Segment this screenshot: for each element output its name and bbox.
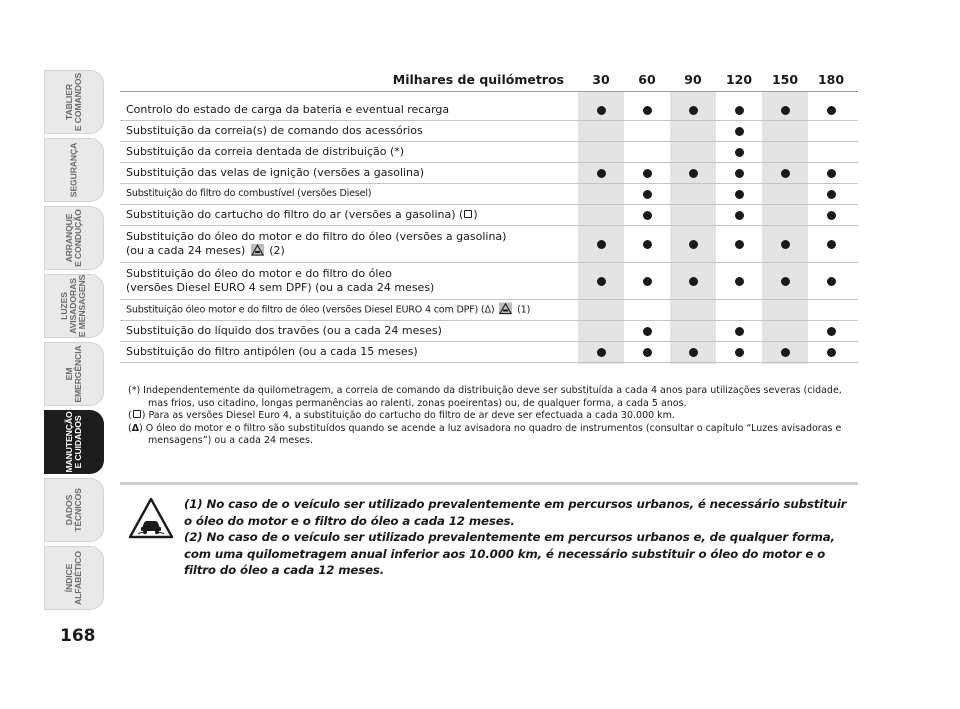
schedule-dot-60k <box>643 240 652 249</box>
table-row <box>120 263 858 300</box>
tab-indice-alfabetico[interactable] <box>44 546 104 610</box>
schedule-dot-30k <box>597 277 606 286</box>
row-label: Substituição do filtro antipólen (ou a cada 15 meses) <box>126 345 418 358</box>
row-label: (1) <box>517 304 531 316</box>
schedule-dot-30k <box>597 106 606 115</box>
row-label: Substituição do óleo do motor e do filtro do óleo (versões a gasolina) <box>126 230 507 243</box>
footnote-distribution-belt: (*) Independentemente da quilometragem, a correia de comando da distribuição deve ser substituída a cada 4 anos para utilizações severas (cidade, mas frios, uso citadino, longas permanências ao ralenti, zonas poeirentas) ou, de qualquer forma, a cada 5 anos. <box>128 385 842 409</box>
schedule-dot-180k <box>827 211 836 220</box>
km-column-header: 150 <box>771 72 799 87</box>
tab-label-line: EMERGÊNCIA <box>73 345 83 403</box>
schedule-dot-30k <box>597 169 606 178</box>
schedule-dot-90k <box>689 277 698 286</box>
schedule-dot-120k <box>735 348 744 357</box>
row-label: Substituição óleo motor e do filtro de óleo (versões Diesel EURO 4 com DPF) ( <box>126 304 485 316</box>
row-label: (ou a cada 24 meses) <box>126 244 246 257</box>
km-column-header: 60 <box>638 72 656 87</box>
footnote-oil-change: (Δ) O óleo do motor e o filtro são substituídos quando se acende a luz avisadora no quadro de instrumentos (consultar o capítulo “Luzes avisadoras e mensagens”) ou a cada 24 meses. <box>128 422 842 447</box>
tab-label-line: E CONDUÇÃO <box>73 209 83 267</box>
schedule-dot-180k <box>827 169 836 178</box>
table-row <box>120 121 858 142</box>
schedule-dot-120k <box>735 240 744 249</box>
schedule-dot-120k <box>735 169 744 178</box>
schedule-dot-60k <box>643 169 652 178</box>
row-label: Substituição da correia(s) de comando dos acessórios <box>126 124 423 137</box>
warning-triangle-icon <box>499 303 512 315</box>
schedule-dot-150k <box>781 240 790 249</box>
schedule-dot-150k <box>781 348 790 357</box>
table-row <box>120 205 858 226</box>
footnote-air-filter: ( ) Para as versões Diesel Euro 4, a substituição do cartucho do filtro de ar deve ser efectuada a cada 30.000 km. <box>128 410 675 422</box>
schedule-dot-150k <box>781 277 790 286</box>
schedule-dot-180k <box>827 327 836 336</box>
tab-label-line: MANUTENÇÃO <box>63 411 74 473</box>
table-row <box>120 163 858 184</box>
tab-label-line: SEGURANÇA <box>68 142 79 198</box>
footnotes <box>128 385 856 448</box>
tab-label-line: EM <box>63 367 74 381</box>
schedule-dot-120k <box>735 327 744 336</box>
schedule-dot-150k <box>781 169 790 178</box>
row-label: (versões Diesel EURO 4 sem DPF) (ou a cada 24 meses) <box>126 281 435 294</box>
table-row <box>120 300 858 321</box>
row-label: Substituição do líquido dos travões (ou a cada 24 meses) <box>126 324 442 337</box>
schedule-dot-120k <box>735 148 744 157</box>
schedule-dot-120k <box>735 106 744 115</box>
air-filter-symbol-icon <box>133 410 141 418</box>
table-row <box>120 226 858 263</box>
schedule-dot-60k <box>643 190 652 199</box>
schedule-dot-60k <box>643 277 652 286</box>
schedule-dot-90k <box>689 348 698 357</box>
schedule-dot-120k <box>735 277 744 286</box>
tab-label-line: AVISADORAS <box>68 278 79 334</box>
tab-label-line: E COMANDOS <box>73 72 83 132</box>
warning-note-1: (1) No caso de o veículo ser utilizado prevalentemente em percursos urbanos, é necessário substituir o óleo do motor e o filtro do óleo a cada 12 meses. <box>184 497 847 528</box>
tab-manutencao-e-cuidados[interactable] <box>44 410 104 474</box>
table-row <box>120 100 858 121</box>
schedule-dot-30k <box>597 348 606 357</box>
row-label: ) <box>490 304 495 316</box>
km-column-header: 120 <box>725 72 753 87</box>
km-column-header: 180 <box>817 72 845 87</box>
page-number: 168 <box>60 626 96 646</box>
row-label: Substituição do filtro do combustível (versões Diesel) <box>126 188 372 199</box>
tab-label-line: ARRANQUE <box>63 213 74 263</box>
tab-label-line: TÉCNICOS <box>73 488 83 532</box>
schedule-dot-180k <box>827 106 836 115</box>
row-label: Substituição do cartucho do filtro do ar (versões a gasolina) ( <box>126 208 464 221</box>
tab-em-emergencia[interactable] <box>44 342 104 406</box>
schedule-dot-30k <box>597 240 606 249</box>
schedule-dot-180k <box>827 190 836 199</box>
delta-symbol-icon: Δ <box>484 304 491 316</box>
row-label: Substituição das velas de ignição (versões a gasolina) <box>126 166 425 179</box>
schedule-dot-90k <box>689 240 698 249</box>
schedule-dot-120k <box>735 211 744 220</box>
tab-label-line: ALFABÉTICO <box>73 551 83 605</box>
row-label: ) <box>473 208 478 221</box>
schedule-dot-120k <box>735 127 744 136</box>
row-label: Substituição da correia dentada de distribuição (*) <box>126 145 405 158</box>
section-divider <box>120 482 858 485</box>
tab-label-line: E CUIDADOS <box>73 415 83 469</box>
table-row <box>120 142 858 163</box>
schedule-dot-120k <box>735 190 744 199</box>
tab-tablier-e-comandos[interactable] <box>44 70 104 134</box>
tab-luzes-avisadoras[interactable] <box>44 274 104 338</box>
table-row <box>120 321 858 342</box>
schedule-dot-60k <box>643 211 652 220</box>
table-header-label: Milhares de quilómetros <box>392 72 564 87</box>
row-label: Substituição do óleo do motor e do filtro do óleo <box>126 267 392 280</box>
km-column-header: 90 <box>684 72 702 87</box>
tab-label-line: DADOS <box>63 494 74 526</box>
warning-triangle-icon <box>251 244 264 256</box>
schedule-dot-150k <box>781 106 790 115</box>
header-divider <box>120 91 858 92</box>
warning-text <box>128 496 858 579</box>
tab-label-line: E MENSAGENS <box>77 274 88 338</box>
tab-seguranca[interactable] <box>44 138 104 202</box>
schedule-dot-90k <box>689 169 698 178</box>
schedule-dot-180k <box>827 277 836 286</box>
schedule-dot-60k <box>643 106 652 115</box>
row-label: (2) <box>269 244 285 257</box>
tab-label-line: ÍNDICE <box>63 563 74 593</box>
tab-label-line: LUZES <box>59 292 70 320</box>
tab-label-line: TABLIER <box>63 84 74 120</box>
schedule-dot-180k <box>827 348 836 357</box>
warning-note-2: (2) No caso de o veículo ser utilizado prevalentemente em percursos urbanos e, de qualquer forma, com uma quilometragem anual inferior aos 10.000 km, é necessário substituir o óleo do motor e o filtro do óleo a cada 12 meses. <box>184 530 835 578</box>
air-filter-symbol-icon <box>464 210 472 218</box>
schedule-dot-60k <box>643 348 652 357</box>
km-column-header: 30 <box>592 72 610 87</box>
tab-arranque-e-conducao[interactable] <box>44 206 104 270</box>
table-row <box>120 342 858 363</box>
schedule-dot-180k <box>827 240 836 249</box>
delta-symbol-icon: Δ <box>131 422 140 434</box>
row-label: Controlo do estado de carga da bateria e eventual recarga <box>126 103 450 116</box>
schedule-dot-90k <box>689 106 698 115</box>
table-row <box>120 184 858 205</box>
schedule-dot-60k <box>643 327 652 336</box>
tab-dados-tecnicos[interactable] <box>44 478 104 542</box>
